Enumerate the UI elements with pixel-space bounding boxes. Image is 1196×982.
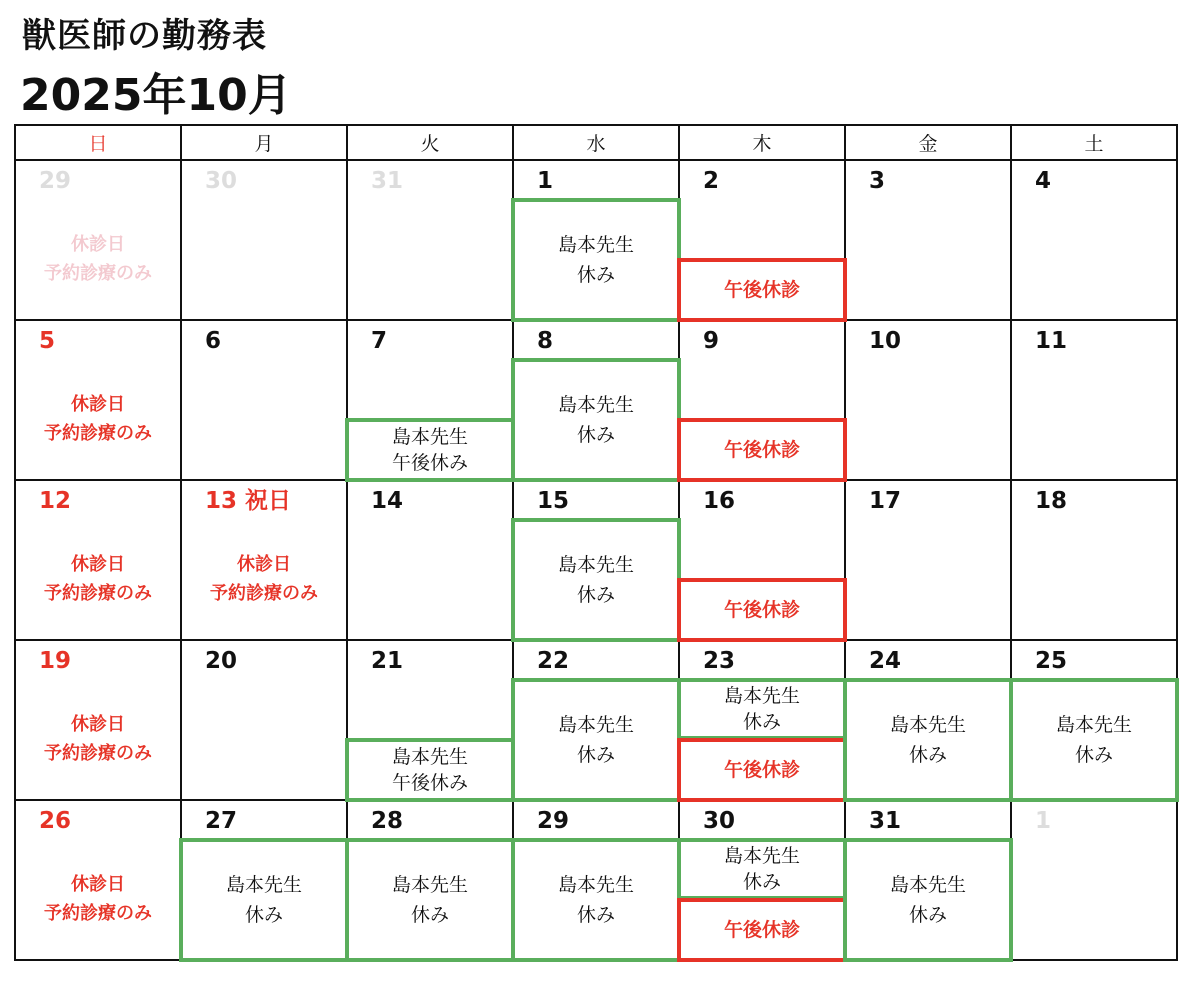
absence-text: 午後休み [391,772,468,794]
doctor-absence-box [511,838,681,962]
day-number[interactable]: 31 [869,808,902,834]
afternoon-closed-text: 午後休診 [723,919,800,941]
day-number[interactable]: 12 [39,488,72,514]
grid-line-vertical [844,125,846,961]
day-number[interactable]: 22 [537,648,570,674]
day-number[interactable]: 29 [39,168,72,194]
absence-text: 休み [576,904,615,926]
day-number[interactable]: 25 [1035,648,1068,674]
weekday-header: 木 [752,133,772,155]
closed-notice-line: 予約診療のみ [44,263,152,284]
day-number[interactable]: 1 [1035,808,1052,834]
day-number[interactable]: 2 [703,168,720,194]
closed-notice-line: 予約診療のみ [44,583,152,604]
afternoon-closed-text: 午後休診 [723,439,800,461]
closed-notice [181,550,347,608]
doctor-absence-box [511,518,681,642]
closed-notice [15,390,181,448]
day-number[interactable]: 30 [205,168,238,194]
closed-notice [15,550,181,608]
absence-text: 休み [576,424,615,446]
weekday-header: 月 [254,133,274,155]
absence-text: 島本先生 [557,394,634,416]
afternoon-closed-text: 午後休診 [723,759,800,781]
doctor-absence-box [345,838,515,962]
closed-notice-line: 休診日 [71,874,125,895]
day-number[interactable]: 10 [869,328,902,354]
day-number[interactable]: 19 [39,648,72,674]
grid-line-vertical [1176,125,1178,961]
weekday-header: 火 [420,133,440,155]
day-number[interactable]: 23 [703,648,736,674]
doctor-absence-box [843,838,1013,962]
weekday-header: 金 [918,133,938,155]
closed-notice-line: 予約診療のみ [44,903,152,924]
absence-text: 島本先生 [225,874,302,896]
doctor-absence-box [345,418,515,482]
day-number[interactable]: 4 [1035,168,1052,194]
doctor-absence-box [511,198,681,322]
day-number[interactable]: 17 [869,488,902,514]
absence-text: 休み [576,744,615,766]
absence-text: 休み [1074,744,1113,766]
day-number[interactable]: 3 [869,168,886,194]
weekday-header: 水 [586,133,606,155]
closed-notice-line: 予約診療のみ [44,743,152,764]
doctor-absence-box [1009,678,1179,802]
day-number[interactable]: 16 [703,488,736,514]
absence-text: 島本先生 [557,874,634,896]
day-number[interactable]: 30 [703,808,736,834]
afternoon-closed-box [677,418,847,482]
day-number[interactable]: 6 [205,328,222,354]
afternoon-closed-box [677,898,847,962]
doctor-absence-box [511,678,681,802]
day-number[interactable]: 27 [205,808,238,834]
closed-notice-line: 休診日 [71,394,125,415]
absence-text: 島本先生 [391,746,468,768]
day-number[interactable]: 11 [1035,328,1068,354]
absence-text: 休み [742,711,781,733]
afternoon-closed-box [677,578,847,642]
afternoon-closed-text: 午後休診 [723,279,800,301]
day-number[interactable]: 14 [371,488,404,514]
day-number[interactable]: 7 [371,328,388,354]
day-number[interactable]: 18 [1035,488,1068,514]
day-number[interactable]: 20 [205,648,238,674]
doctor-absence-box [345,738,515,802]
absence-text: 休み [244,904,283,926]
day-number[interactable]: 31 [371,168,404,194]
absence-text: 島本先生 [889,874,966,896]
doctor-absence-box [179,838,349,962]
absence-text: 休み [908,744,947,766]
day-number[interactable]: 5 [39,328,56,354]
absence-text: 島本先生 [723,685,800,707]
doctor-absence-box [511,358,681,482]
grid-line-vertical [1010,125,1012,961]
day-number[interactable]: 26 [39,808,72,834]
absence-text: 島本先生 [723,845,800,867]
closed-notice [15,870,181,928]
absence-text: 休み [742,871,781,893]
absence-text: 島本先生 [1055,714,1132,736]
day-number[interactable]: 1 [537,168,554,194]
day-number[interactable]: 28 [371,808,404,834]
weekday-header: 土 [1084,133,1104,155]
grid-line-vertical [346,125,348,961]
absence-text: 休み [908,904,947,926]
closed-notice-line: 予約診療のみ [44,423,152,444]
afternoon-closed-text: 午後休診 [723,599,800,621]
weekday-header: 日 [88,133,108,155]
afternoon-closed-box [677,738,847,802]
doctor-absence-box [677,678,847,740]
absence-text: 午後休み [391,452,468,474]
closed-notice-line: 休診日 [71,554,125,575]
closed-notice [15,230,181,288]
day-number[interactable]: 29 [537,808,570,834]
doctor-absence-box [843,678,1013,802]
closed-notice-line: 休診日 [237,554,291,575]
absence-text: 休み [576,584,615,606]
day-number[interactable]: 8 [537,328,554,354]
day-number[interactable]: 21 [371,648,404,674]
absence-text: 休み [576,264,615,286]
day-number[interactable]: 9 [703,328,720,354]
absence-text: 島本先生 [557,554,634,576]
closed-notice-line: 休診日 [71,714,125,735]
day-number[interactable]: 13 祝日 [205,488,292,514]
page-title: 獣医師の勤務表 [22,16,267,56]
absence-text: 島本先生 [889,714,966,736]
doctor-absence-box [677,838,847,900]
closed-notice [15,710,181,768]
absence-text: 島本先生 [391,874,468,896]
absence-text: 島本先生 [557,714,634,736]
absence-text: 休み [410,904,449,926]
closed-notice-line: 休診日 [71,234,125,255]
day-number[interactable]: 24 [869,648,902,674]
day-number[interactable]: 15 [537,488,570,514]
absence-text: 島本先生 [557,234,634,256]
afternoon-closed-box [677,258,847,322]
absence-text: 島本先生 [391,426,468,448]
closed-notice-line: 予約診療のみ [210,583,318,604]
month-label: 2025年10月 [20,70,292,121]
